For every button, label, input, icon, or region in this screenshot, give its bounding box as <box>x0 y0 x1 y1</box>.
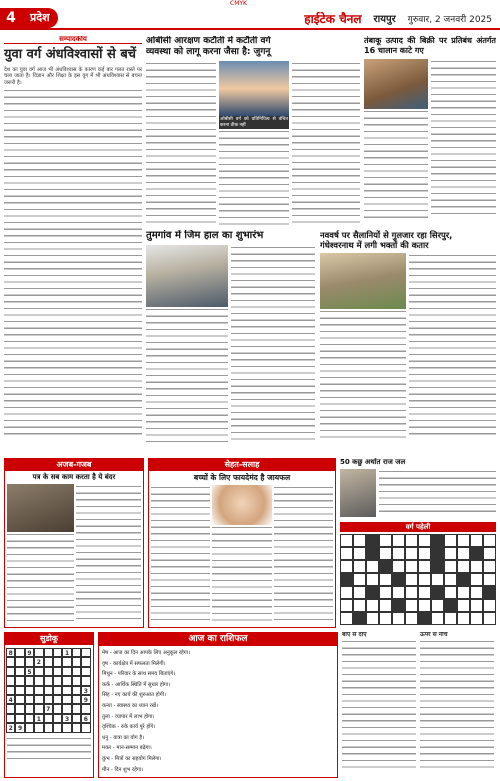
crossword-cell <box>340 612 353 625</box>
crossword-cell <box>457 599 470 612</box>
lead-photo <box>219 61 289 116</box>
sudoku-instructions <box>7 736 91 764</box>
tobacco-headline: तंबाकू उत्पाद की बिक्री पर प्रतिबंध अंतर्गत 16 चालान काटे गए <box>364 36 496 55</box>
crossword-grid <box>340 534 496 625</box>
rashifal-item: कर्क - आर्थिक स्थिति में सुधार होगा। <box>102 681 171 688</box>
crossword-cell <box>444 547 457 560</box>
crossword-cell <box>483 586 496 599</box>
rashifal-list <box>99 646 337 777</box>
lead-story <box>146 36 360 226</box>
sudoku-cell <box>44 667 53 676</box>
lead-photo-caption: ओबीसी वर्ग को प्रतिनिधित्व से वंचित करना ठीक नहीं <box>220 117 288 128</box>
sudoku-cell: 3 <box>62 714 71 723</box>
tobacco-body-col1 <box>364 109 428 219</box>
sudoku-cell <box>81 667 90 676</box>
crossword-cell <box>392 599 405 612</box>
sudoku-cell <box>34 695 43 704</box>
editorial-text: देश का युवा वर्ग आज भी अंधविश्वास के कारण कई बार गलत रास्ते पर चला जाता है। विज्ञान और शिक्षा के इस युग में भी अंधविश्वास से बचना जरूरी है। <box>4 66 142 86</box>
sudoku-cell <box>53 648 62 657</box>
sudoku-cell <box>53 723 62 732</box>
sudoku-cell <box>25 714 34 723</box>
sudoku-cell <box>25 704 34 713</box>
crossword-cell <box>457 560 470 573</box>
sirpur-photo <box>320 253 406 309</box>
crossword-cell <box>340 599 353 612</box>
gym-story <box>146 230 316 452</box>
sudoku-cell <box>62 704 71 713</box>
crossword-cell <box>418 560 431 573</box>
crossword-cell <box>366 547 379 560</box>
sudoku-cell <box>25 657 34 666</box>
crossword-clues <box>342 632 496 778</box>
sudoku-cell <box>44 714 53 723</box>
sudoku-cell <box>34 667 43 676</box>
rashifal-item: तुला - व्यापार में लाभ होगा। <box>102 713 155 720</box>
down-clues <box>420 639 494 771</box>
sudoku-cell: 6 <box>81 714 90 723</box>
crossword-cell <box>418 573 431 586</box>
crossword-cell <box>340 547 353 560</box>
sudoku-grid <box>6 648 92 733</box>
sudoku-box <box>4 632 94 778</box>
sudoku-cell: 2 <box>34 657 43 666</box>
rashifal-item: वृष - कार्यक्षेत्र में सफलता मिलेगी। <box>102 660 166 667</box>
sudoku-cell <box>25 676 34 685</box>
tobacco-body-col2 <box>431 59 496 219</box>
tobacco-photo <box>364 59 428 109</box>
sudoku-cell <box>44 695 53 704</box>
editorial-body-lines <box>4 88 142 438</box>
editorial-column <box>4 36 142 453</box>
crossword-cell <box>366 560 379 573</box>
crossword-cell <box>353 586 366 599</box>
sudoku-cell <box>53 657 62 666</box>
sudoku-cell <box>72 686 81 695</box>
crossword-cell <box>379 547 392 560</box>
crossword-cell <box>405 560 418 573</box>
sudoku-cell: 3 <box>81 686 90 695</box>
sudoku-cell <box>44 686 53 695</box>
crossword-cell <box>379 586 392 599</box>
sudoku-cell <box>72 667 81 676</box>
sudoku-cell <box>15 657 24 666</box>
sudoku-cell <box>34 676 43 685</box>
sudoku-cell: 2 <box>6 723 15 732</box>
crossword-cell <box>353 560 366 573</box>
crossword-title: वर्ग पहेली <box>340 522 496 532</box>
sudoku-cell <box>72 704 81 713</box>
crossword-cell <box>392 612 405 625</box>
gym-photo <box>146 245 228 307</box>
editorial-headline: युवा वर्ग अंधविश्वासों से बचें <box>4 46 137 62</box>
crossword-cell <box>444 599 457 612</box>
crossword-cell <box>418 586 431 599</box>
sudoku-cell <box>62 686 71 695</box>
ajab-body-col2 <box>76 484 141 624</box>
sudoku-cell <box>62 695 71 704</box>
gym-body-col1 <box>146 307 228 445</box>
sudoku-cell <box>15 686 24 695</box>
crossword-cell <box>470 612 483 625</box>
crossword-cell <box>431 599 444 612</box>
health-headline: बच्चों के लिए फायदेमंद है जायफल <box>193 473 291 482</box>
sudoku-cell: 5 <box>25 667 34 676</box>
crossword-cell <box>405 599 418 612</box>
section-title: प्रदेश <box>22 8 58 28</box>
crossword-cell <box>457 573 470 586</box>
sudoku-cell <box>44 723 53 732</box>
crossword-cell <box>470 560 483 573</box>
sudoku-cell <box>72 657 81 666</box>
lead-body-col1 <box>146 61 216 226</box>
sirpur-story <box>320 230 496 452</box>
crossword-cell <box>392 586 405 599</box>
sudoku-cell <box>25 686 34 695</box>
crossword-cell <box>418 612 431 625</box>
baby-photo <box>212 485 271 525</box>
crossword-cell <box>392 534 405 547</box>
rashifal-item: मीन - दिन शुभ रहेगा। <box>102 766 144 773</box>
sudoku-cell <box>81 704 90 713</box>
crossword-cell <box>483 547 496 560</box>
crossword-cell <box>392 560 405 573</box>
rashifal-box <box>98 632 338 778</box>
crossword-cell <box>366 586 379 599</box>
crossword-cell <box>340 560 353 573</box>
sudoku-cell <box>81 657 90 666</box>
sudoku-cell <box>34 686 43 695</box>
sirpur-headline-1: नववर्ष पर सैलानियों से गुलजार रहा सिरपुर, <box>320 230 453 240</box>
sudoku-cell: 8 <box>6 648 15 657</box>
sudoku-cell <box>6 714 15 723</box>
crossword-cell <box>340 573 353 586</box>
crossword-cell <box>379 599 392 612</box>
sudoku-cell: 1 <box>34 714 43 723</box>
sudoku-cell <box>15 648 24 657</box>
sirpur-headline-2: गंधेश्वरनाथ में लगी भक्तों की कतार <box>320 240 429 250</box>
sudoku-cell <box>6 657 15 666</box>
sudoku-cell <box>53 695 62 704</box>
crossword-cell <box>366 534 379 547</box>
kachhu-body <box>379 469 496 517</box>
gym-body-col2 <box>231 245 315 445</box>
crossword-cell <box>431 560 444 573</box>
crossword-cell <box>483 573 496 586</box>
sudoku-cell <box>6 667 15 676</box>
crossword-cell <box>470 547 483 560</box>
sudoku-cell <box>72 714 81 723</box>
sudoku-cell <box>15 695 24 704</box>
sudoku-cell <box>6 676 15 685</box>
ajab-gajab-label: अजब-गजब <box>5 459 143 471</box>
crossword-cell <box>392 573 405 586</box>
ajab-body-col1 <box>7 532 74 624</box>
monkey-photo <box>7 484 74 532</box>
crossword-cell <box>353 612 366 625</box>
crossword-cell <box>431 547 444 560</box>
crossword-cell <box>457 547 470 560</box>
rashifal-item: मकर - मान-सम्मान बढ़ेगा। <box>102 745 152 752</box>
sudoku-cell <box>25 695 34 704</box>
lead-body-col3 <box>292 61 360 226</box>
paper-name: हाईटेक चैनल <box>304 11 362 26</box>
ajab-gajab-box <box>4 458 144 628</box>
rashifal-item: सिंह - नए कार्य की शुरुआत होगी। <box>102 692 166 699</box>
crossword-cell <box>470 586 483 599</box>
sudoku-cell: 4 <box>6 695 15 704</box>
sudoku-cell <box>44 657 53 666</box>
crossword-cell <box>405 547 418 560</box>
health-body-col2 <box>212 525 271 625</box>
crossword-cell <box>379 560 392 573</box>
crossword-cell <box>444 534 457 547</box>
lead-body-col2 <box>219 129 289 226</box>
crossword-cell <box>366 612 379 625</box>
sudoku-cell <box>53 704 62 713</box>
sudoku-cell <box>81 648 90 657</box>
crossword-cell <box>431 573 444 586</box>
crossword-cell <box>470 573 483 586</box>
kachhu-photo <box>340 469 376 517</box>
sudoku-cell <box>53 686 62 695</box>
crossword-cell <box>483 534 496 547</box>
crossword-cell <box>457 534 470 547</box>
rashifal-item: कुंभ - मित्रों का सहयोग मिलेगा। <box>102 755 162 762</box>
sudoku-cell <box>6 686 15 695</box>
crossword-cell <box>418 534 431 547</box>
rashifal-title: आज का राशिफल <box>99 633 337 646</box>
crossword-cell <box>379 534 392 547</box>
sudoku-cell <box>53 676 62 685</box>
rashifal-item: धनु - यात्रा का योग है। <box>102 734 145 741</box>
sudoku-cell <box>34 648 43 657</box>
crossword-cell <box>431 534 444 547</box>
rashifal-item: कन्या - स्वास्थ्य का ध्यान रखें। <box>102 702 158 709</box>
crossword-cell <box>353 547 366 560</box>
crossword-cell <box>366 573 379 586</box>
crossword-box <box>340 522 496 628</box>
lead-headline-1: ओबीसी आरक्षण कटौती में कटौती वर्ग <box>146 36 271 46</box>
crossword-cell <box>366 599 379 612</box>
across-label: बाएं से दाएं <box>342 632 367 638</box>
crossword-cell <box>405 534 418 547</box>
sudoku-cell <box>25 723 34 732</box>
crossword-cell <box>470 599 483 612</box>
crossword-cell <box>353 573 366 586</box>
across-clues <box>342 639 416 771</box>
sudoku-cell <box>72 695 81 704</box>
crossword-cell <box>444 560 457 573</box>
page-number: 4 <box>0 8 22 28</box>
kachhu-story <box>340 458 496 520</box>
crossword-cell <box>379 612 392 625</box>
sudoku-cell: 7 <box>44 704 53 713</box>
crossword-cell <box>483 560 496 573</box>
sudoku-cell <box>15 667 24 676</box>
crossword-cell <box>353 534 366 547</box>
crossword-cell <box>405 612 418 625</box>
crossword-cell <box>340 534 353 547</box>
crossword-cell <box>392 547 405 560</box>
sudoku-cell <box>44 648 53 657</box>
down-label: ऊपर से नीचे <box>420 632 448 638</box>
crossword-cell <box>431 612 444 625</box>
crossword-cell <box>418 547 431 560</box>
crossword-cell <box>444 586 457 599</box>
sudoku-cell: 9 <box>81 695 90 704</box>
print-mark: CMYK <box>230 0 247 7</box>
crossword-cell <box>340 586 353 599</box>
kachhu-headline: 50 कछु अर्थात राज जल <box>340 458 406 466</box>
crossword-cell <box>457 612 470 625</box>
crossword-cell <box>470 534 483 547</box>
health-label: सेहत-सलाह <box>149 459 335 471</box>
sudoku-cell <box>15 676 24 685</box>
issue-date: गुरुवार, 2 जनवरी 2025 <box>407 14 492 25</box>
sudoku-cell <box>62 676 71 685</box>
gym-headline: तुमगांव में जिम हाल का शुभारंभ <box>146 230 264 241</box>
crossword-cell <box>405 586 418 599</box>
health-box <box>148 458 336 628</box>
crossword-cell <box>444 573 457 586</box>
health-body-col3 <box>274 485 333 625</box>
sudoku-cell: 9 <box>15 723 24 732</box>
sudoku-cell: 1 <box>62 648 71 657</box>
sudoku-cell <box>44 676 53 685</box>
sudoku-cell <box>15 704 24 713</box>
ajab-gajab-headline: पत्र के सब काम करता है ये बंदर <box>32 473 116 481</box>
sudoku-cell <box>53 714 62 723</box>
tobacco-story <box>364 36 496 226</box>
sudoku-cell: 9 <box>25 648 34 657</box>
rashifal-item: मेष - आज का दिन आपके लिए अनुकूल रहेगा। <box>102 650 191 656</box>
sudoku-cell <box>62 667 71 676</box>
sudoku-cell <box>34 723 43 732</box>
crossword-cell <box>483 612 496 625</box>
crossword-cell <box>418 599 431 612</box>
sudoku-cell <box>72 648 81 657</box>
crossword-cell <box>444 612 457 625</box>
crossword-cell <box>457 586 470 599</box>
rashifal-item: वृश्चिक - रुके कार्य पूरे होंगे। <box>102 724 156 731</box>
lead-headline-2: व्यवस्था को लागू करना जैसा है: जुगनू <box>146 47 271 57</box>
sudoku-cell <box>72 723 81 732</box>
sirpur-body-col1 <box>320 309 406 440</box>
crossword-cell <box>483 599 496 612</box>
sudoku-cell <box>62 657 71 666</box>
sudoku-cell <box>72 676 81 685</box>
city-name: रायपुर <box>373 14 396 25</box>
rashifal-item: मिथुन - परिवार के साथ समय बिताएंगे। <box>102 671 176 678</box>
sudoku-cell <box>81 723 90 732</box>
sudoku-cell <box>53 667 62 676</box>
sudoku-cell <box>81 676 90 685</box>
sudoku-title: सुडोकू <box>5 633 93 645</box>
masthead <box>0 8 500 30</box>
editorial-label: सम्पादकीय <box>4 36 142 44</box>
sudoku-cell <box>62 723 71 732</box>
crossword-cell <box>353 599 366 612</box>
crossword-cell <box>379 573 392 586</box>
crossword-cell <box>405 573 418 586</box>
sirpur-body-col2 <box>409 253 496 440</box>
sudoku-cell <box>15 714 24 723</box>
sudoku-cell <box>34 704 43 713</box>
crossword-cell <box>431 586 444 599</box>
health-body-col1 <box>151 485 210 625</box>
sudoku-cell <box>6 704 15 713</box>
